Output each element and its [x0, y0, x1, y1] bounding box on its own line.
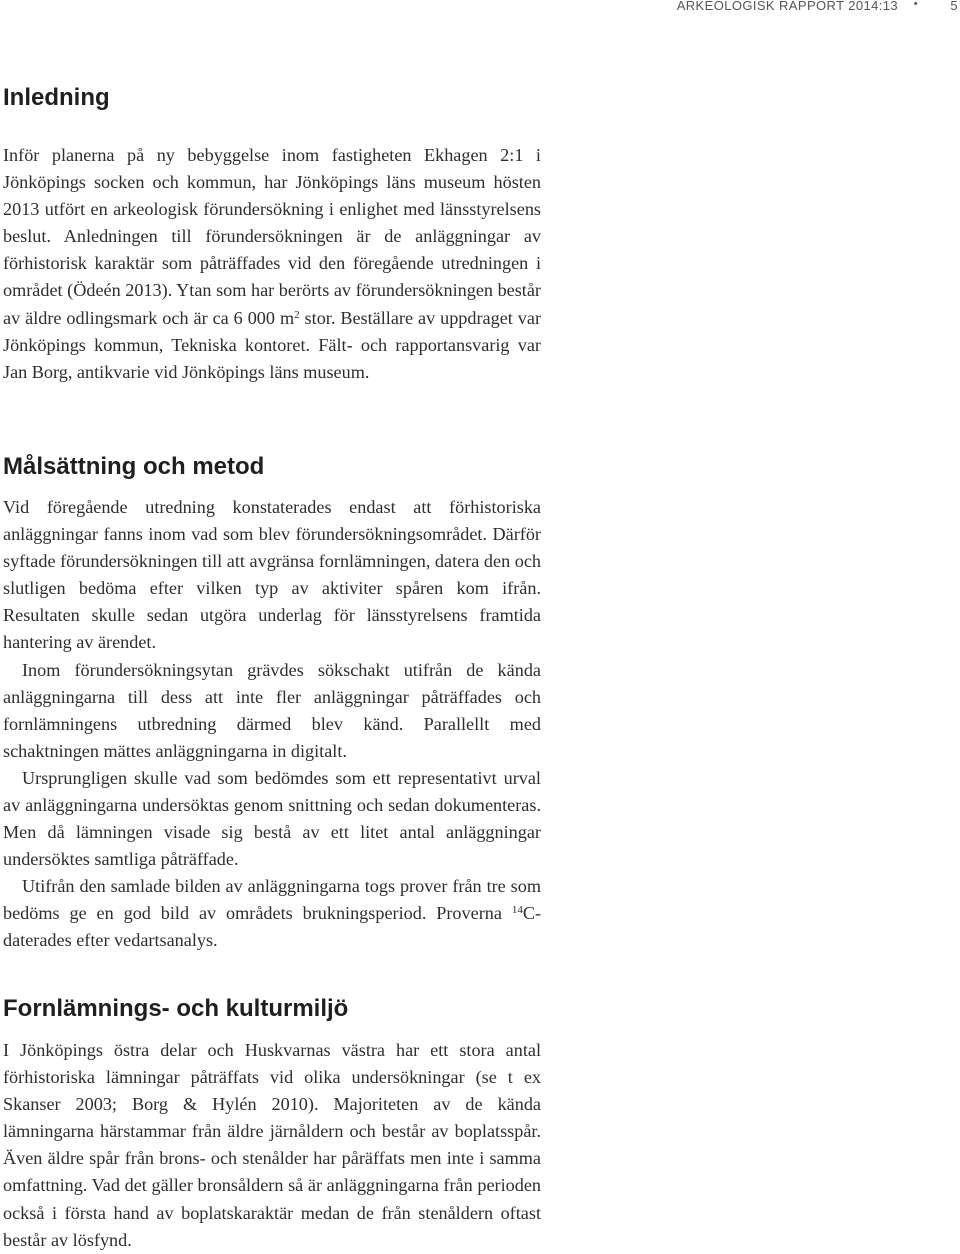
superscript: 2 [294, 308, 300, 321]
paragraph-text: Utifrån den samlade bilden av anläggningarna togs prover från tre som bedöms ge en god bild av områdets brukningsperiod. Proverna [3, 876, 541, 924]
superscript: 14 [511, 904, 523, 917]
paragraph-malsattning-1: Vid föregående utredning konstaterades endast att förhistoriska anläggningar fanns inom vad som blev förundersökningsområdet. Därför syftade förundersökningen till att avgränsa fornlämningen, datera den och slutligen bedöma efter vilken typ av aktiviter spåren kom ifrån. Resultaten skulle sedan utgöra underlag för länsstyrelsens framtida hantering av ärendet. [3, 497, 541, 653]
report-title: ARKEOLOGISK RAPPORT 2014:13 [676, 0, 898, 13]
paragraph-text: C-daterades efter vedartsanalys. [3, 903, 541, 951]
heading-fornlamnings: Fornlämnings- och kulturmiljö [3, 995, 349, 1022]
paragraph-inledning [3, 142, 541, 386]
heading-malsattning: Målsättning och metod [3, 453, 265, 480]
paragraph-text: Inför planerna på ny bebyggelse inom fastigheten Ekhagen 2:1 i Jönköpings socken och kommun, har Jönköpings läns museum hösten 2013 utfört en arkeologisk förundersökning i enlighet med länsstyrelsens beslut. Anledningen till förundersökningen är de anläggningar av förhistorisk karaktär som påträffades vid den föregående utredningen i området (Ödeén 2013). Ytan som har berörts av förundersökningen består av äldre odlingsmark och är ca 6 000 m [3, 145, 541, 328]
running-header [0, 0, 960, 16]
paragraph-text: stor. Beställare av uppdraget var Jönköpings kommun, Tekniska kontoret. Fält- och rapportansvarig var Jan Borg, antikvarie vid Jönköpings läns museum. [3, 307, 542, 382]
page-number: 5 [950, 0, 958, 13]
heading-inledning: Inledning [3, 84, 110, 111]
paragraph-malsattning-3: Ursprungligen skulle vad som bedömdes som ett representativt urval av anläggningarna undersöktas genom snittning och sedan dokumenteras. Men då lämningen visade sig bestå av ett litet antal anläggningar undersöktes samtliga påträffade. [3, 768, 541, 870]
separator-bullet: • [913, 0, 918, 10]
paragraph-malsattning-4 [3, 873, 541, 954]
paragraph-fornlamnings: I Jönköpings östra delar och Huskvarnas västra har ett stora antal förhistoriska lämningar påträffats vid olika undersökningar (se t ex Skanser 2003; Borg & Hylén 2010). Majoriteten av de kända lämningarna härstammar från äldre järnåldern och består av boplatsspår. Även äldre spår från brons- och stenålder har påräffats men inte i samma omfattning. Vad det gäller bronsåldern så är anläggningarna från perioden också i första hand av boplatskaraktär medan de från stenåldern oftast består av lösfynd. [3, 1040, 541, 1250]
paragraph-malsattning-2: Inom förundersökningsytan grävdes sökschakt utifrån de kända anläggningarna till dess att inte fler anläggningar påträffades och fornlämningens utbredning därmed blev känd. Parallellt med schaktningen mättes anläggningarna in digitalt. [3, 660, 541, 762]
